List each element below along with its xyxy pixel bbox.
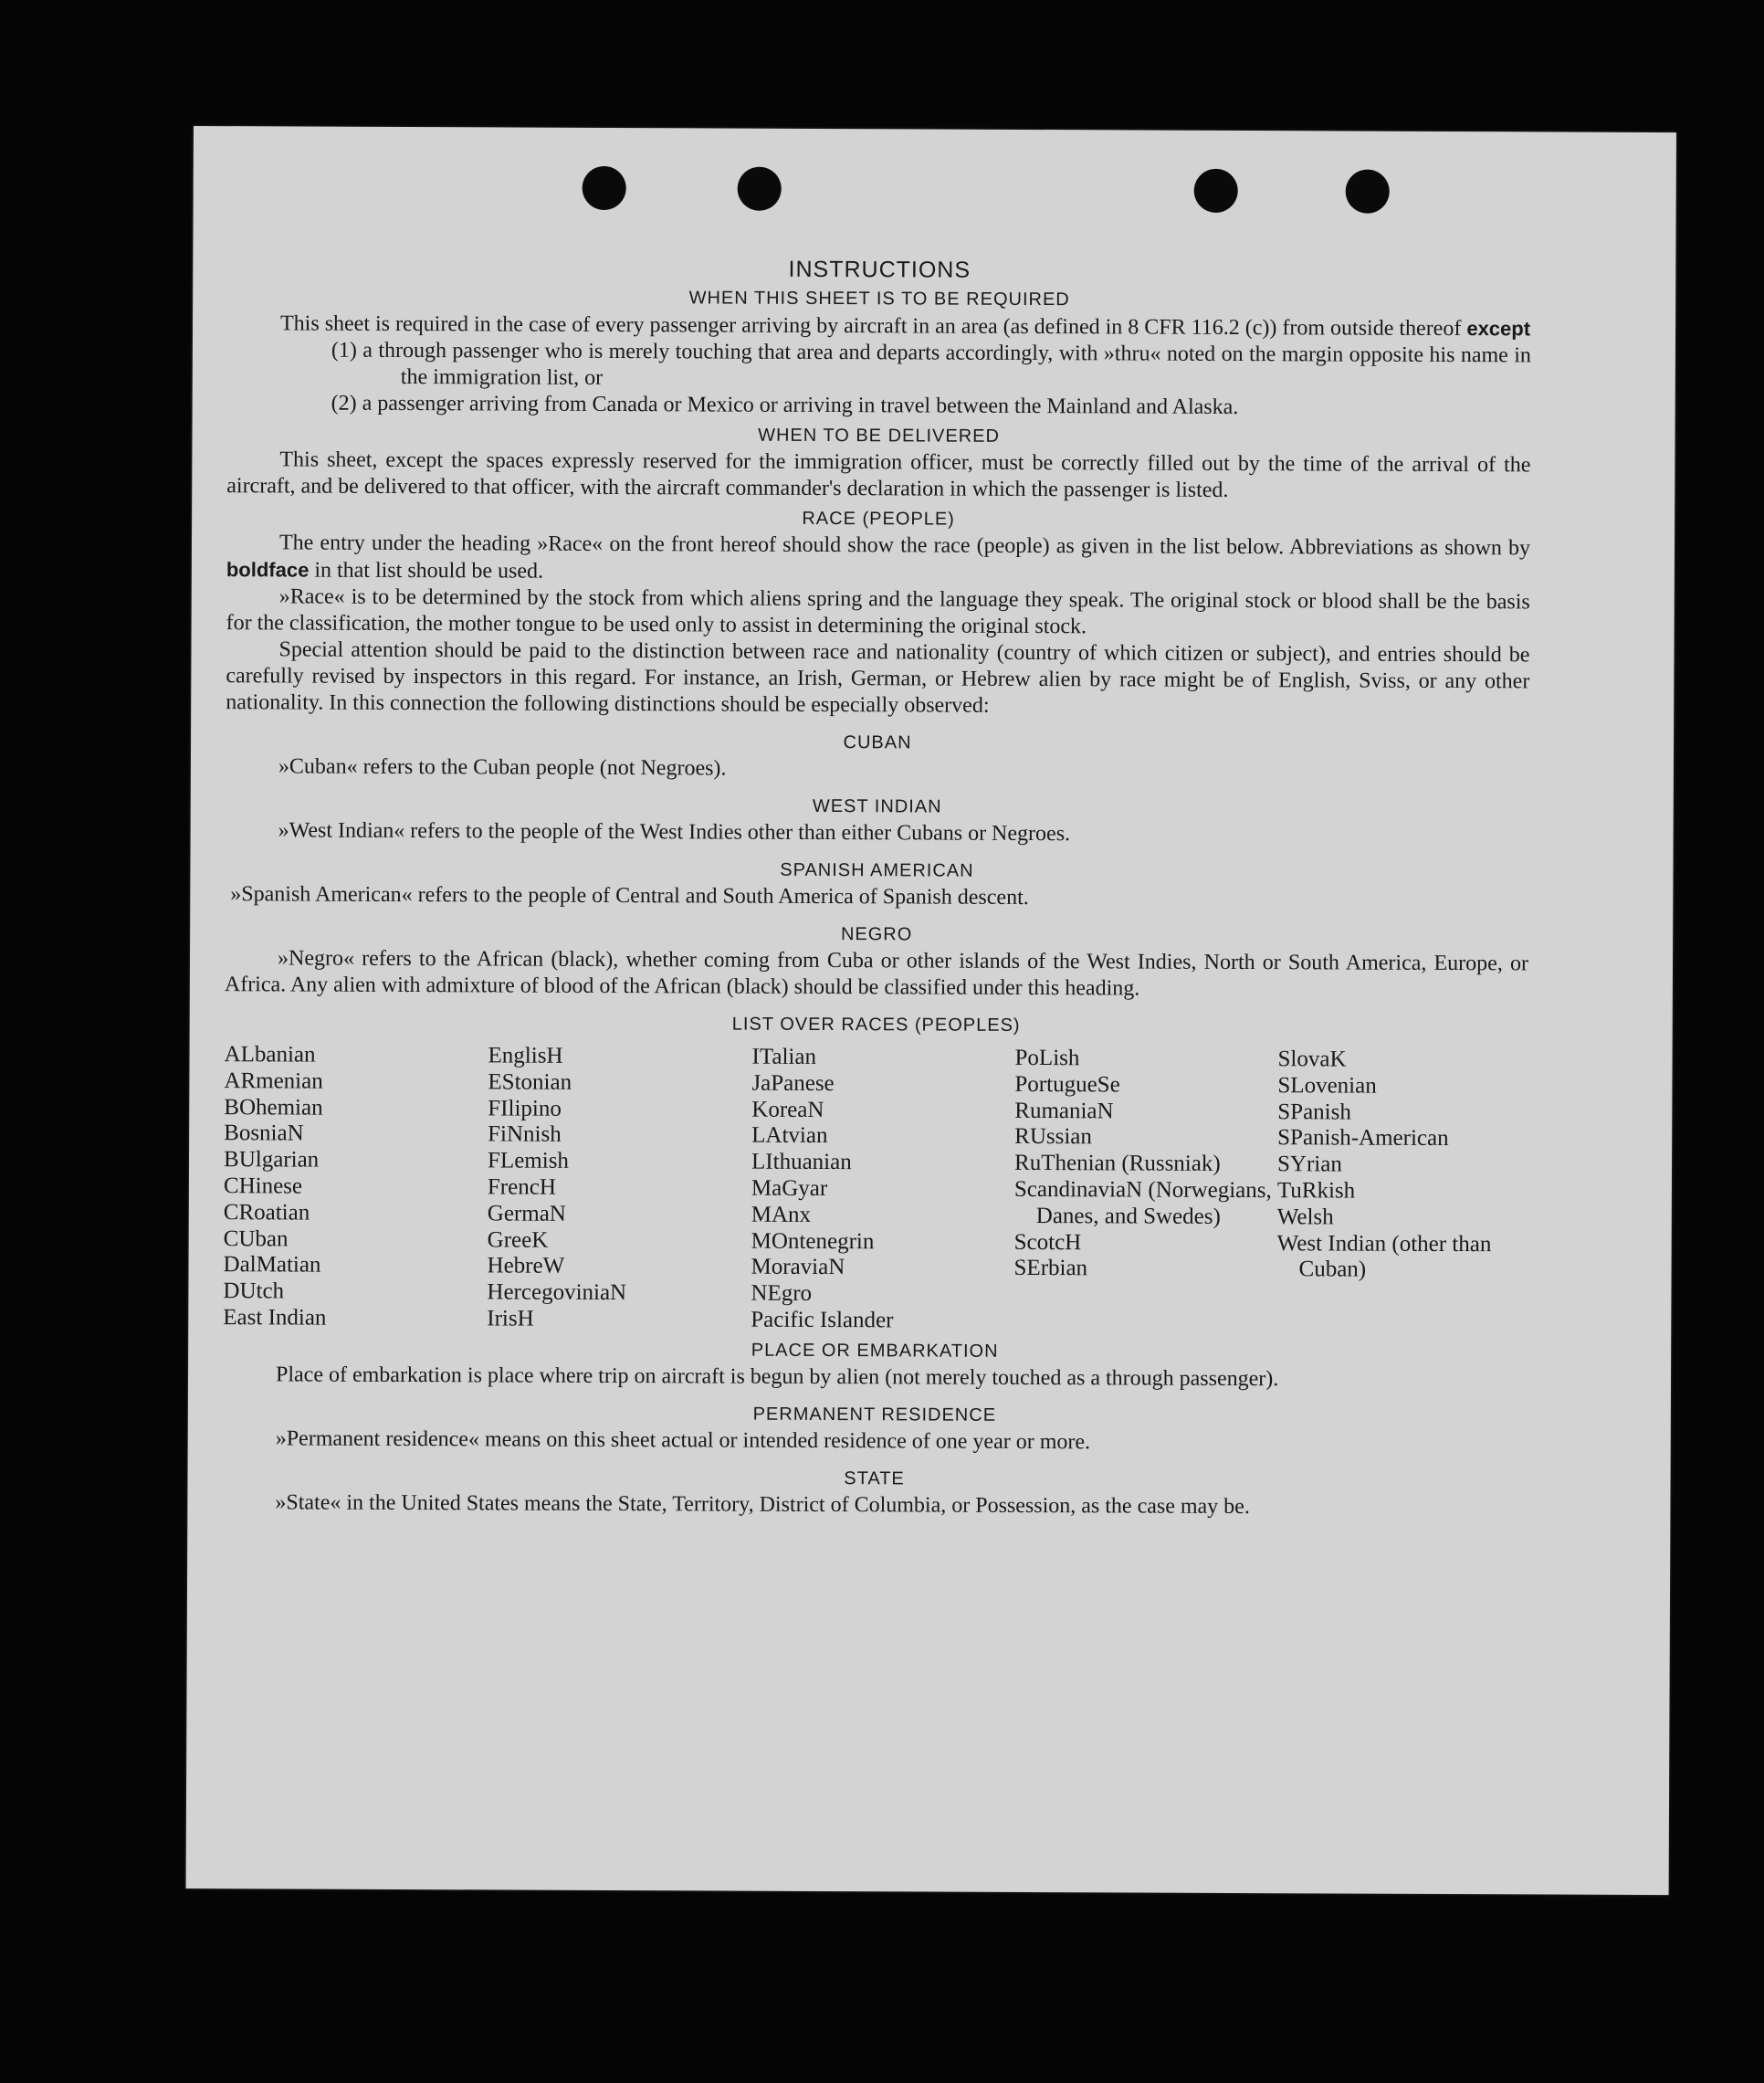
paragraph-residence: »Permanent residence« means on this sheet actual or intended residence of one year or more. <box>275 1426 1091 1455</box>
section-heading-when-delivered: WHEN TO BE DELIVERED <box>758 425 1001 447</box>
race-item: TuRkish <box>1276 1178 1356 1204</box>
section-heading-cuban: CUBAN <box>843 732 912 753</box>
race-item: BOhemian <box>224 1094 323 1120</box>
paragraph-embarkation: Place of embarkation is place where trip on aircraft is begun by alien (not merely touched as a through passenger). <box>275 1362 1279 1391</box>
section-heading-when-required: WHEN THIS SHEET IS TO BE REQUIRED <box>688 288 1070 310</box>
race-item: West Indian (other than Cuban) <box>1276 1230 1492 1282</box>
document-sheet <box>186 126 1676 1895</box>
race-item: HercegoviniaN <box>487 1279 627 1306</box>
race-item: CRoatian <box>223 1199 310 1226</box>
race-item: CUban <box>223 1226 289 1252</box>
punch-hole <box>1346 170 1390 214</box>
section-heading-embarkation: PLACE OR EMBARKATION <box>751 1340 999 1362</box>
race-item: BosniaN <box>224 1120 304 1146</box>
section-heading-west-indian: WEST INDIAN <box>812 795 942 817</box>
paragraph-when-required: This sheet is required in the case of every passenger arriving by aircraft in an area (as defined in 8 CFR 116.2 (c)) from outside thereof except <box>279 311 1531 342</box>
race-item: MOntenegrin <box>751 1228 875 1254</box>
paragraph-negro: »Negro« refers to the African (black), whether coming from Cuba or other islands of the West Indies, North or South America, Europe, or Africa. Any alien with admixture of blood of the African (black) should be classified under this heading. <box>224 946 1529 1001</box>
race-item: ScandinaviaN (Norwegians, Danes, and Swedes) <box>1013 1176 1272 1229</box>
races-column <box>1013 1046 1277 1336</box>
race-item: DalMatian <box>223 1252 321 1278</box>
list-item-2: (2) a passenger arriving from Canada or Mexico or arriving in travel between the Mainland and Alaska. <box>331 391 1239 419</box>
punch-hole <box>738 167 782 211</box>
section-heading-spanish-american: SPANISH AMERICAN <box>780 859 974 881</box>
race-item: EnglisH <box>488 1043 563 1068</box>
race-item: Welsh <box>1276 1204 1334 1230</box>
paragraph-cuban: »Cuban« refers to the Cuban people (not Negroes). <box>278 754 727 781</box>
boldface-word: boldface <box>226 558 310 582</box>
race-item: SYrian <box>1276 1152 1342 1177</box>
races-column <box>487 1043 751 1333</box>
race-item: MaGyar <box>751 1175 828 1202</box>
race-item: ARmenian <box>224 1068 323 1094</box>
race-item: IrisH <box>487 1306 534 1331</box>
race-item: SLovenian <box>1277 1072 1377 1099</box>
races-column <box>1276 1047 1528 1337</box>
race-item: RuThenian (Russniak) <box>1013 1151 1221 1177</box>
race-item: Pacific Islander <box>751 1307 894 1333</box>
races-column <box>223 1042 488 1332</box>
race-item: MAnx <box>751 1202 812 1227</box>
race-item: ScotcH <box>1013 1229 1082 1255</box>
instructions-content <box>222 250 1531 1521</box>
race-item: SErbian <box>1013 1256 1088 1281</box>
race-item: RumaniaN <box>1014 1098 1114 1124</box>
race-item: FLemish <box>488 1148 570 1173</box>
race-item: LAtvian <box>751 1123 828 1149</box>
except-word: except <box>1466 317 1531 341</box>
race-item: DUtch <box>223 1278 285 1304</box>
paragraph-state: »State« in the United States means the State, Territory, District of Columbia, or Possession, as the case may be. <box>275 1490 1250 1519</box>
section-heading-negro: NEGRO <box>840 924 913 945</box>
race-item: East Indian <box>223 1305 327 1331</box>
paragraph-when-delivered: This sheet, except the spaces expressly reserved for the immigration officer, must be correctly filled out by the time of the arrival of the aircraft, and be delivered to that officer, with the aircraft commander's declaration in which the passenger is listed. <box>226 447 1531 502</box>
paragraph-west-indian: »West Indian« refers to the people of the West Indies other than either Cubans or Negroes. <box>278 818 1071 847</box>
list-item-1: (1) a through passenger who is merely touching that area and departs accordingly, with »thru« noted on the margin opposite his name in the immigration list, or <box>331 338 1531 390</box>
race-item: GreeK <box>487 1226 549 1253</box>
race-item: SPanish <box>1277 1099 1351 1125</box>
race-item: FiNnish <box>488 1121 562 1148</box>
paragraph-race-3: Special attention should be paid to the distinction between race and nationality (country of which citizen or subject), and entries should be carefully revised by inspectors in this regard. For instance, an Irish, German, or Hebrew alien by race might be of English, Sviss, or any other nationality. In this connection the following distinctions should be especially observed: <box>226 637 1530 718</box>
punch-hole <box>583 166 626 210</box>
race-item: PoLish <box>1014 1045 1080 1071</box>
race-item: ITalian <box>751 1044 817 1069</box>
punch-hole <box>1194 169 1238 213</box>
race-item: GermaN <box>487 1201 566 1226</box>
section-heading-residence: PERMANENT RESIDENCE <box>752 1404 997 1425</box>
paragraph-race-2: »Race« is to be determined by the stock from which aliens spring and the language they speak. The original stock or blood shall be the basis for the classification, the mother tongue to be used only to assist in determining the original stock. <box>226 584 1530 639</box>
document-title: INSTRUCTIONS <box>788 256 971 283</box>
race-item: ALbanian <box>224 1042 316 1068</box>
paragraph-race-1: The entry under the heading »Race« on the front hereof should show the race (people) as given in the list below. Abbreviations as shown by boldface in that list should be used. <box>226 531 1531 584</box>
race-item: SlovaK <box>1277 1047 1347 1072</box>
race-item: EStonian <box>488 1069 572 1095</box>
section-heading-race: RACE (PEOPLE) <box>802 508 955 530</box>
races-column <box>751 1045 1014 1335</box>
race-item: PortugueSe <box>1014 1071 1120 1098</box>
race-item: SPanish-American <box>1277 1125 1449 1152</box>
section-heading-races-list: LIST OVER RACES (PEOPLES) <box>731 1014 1021 1036</box>
race-item: FrencH <box>487 1174 556 1200</box>
race-item: MoraviaN <box>751 1255 845 1280</box>
paragraph-spanish-american: »Spanish American« refers to the people of Central and South America of Spanish descent. <box>230 882 1029 910</box>
race-item: BUlgarian <box>224 1147 320 1173</box>
race-item: FIlipino <box>488 1096 562 1121</box>
race-item: NEgro <box>751 1280 813 1307</box>
race-item: CHinese <box>223 1173 303 1199</box>
race-item: HebreW <box>487 1253 565 1279</box>
race-item: JaPanese <box>751 1070 835 1096</box>
race-item: RUssian <box>1014 1124 1092 1150</box>
race-item: KoreaN <box>751 1097 824 1122</box>
section-heading-state: STATE <box>844 1468 905 1489</box>
races-list <box>223 1042 1528 1337</box>
race-item: LIthuanian <box>751 1149 852 1175</box>
